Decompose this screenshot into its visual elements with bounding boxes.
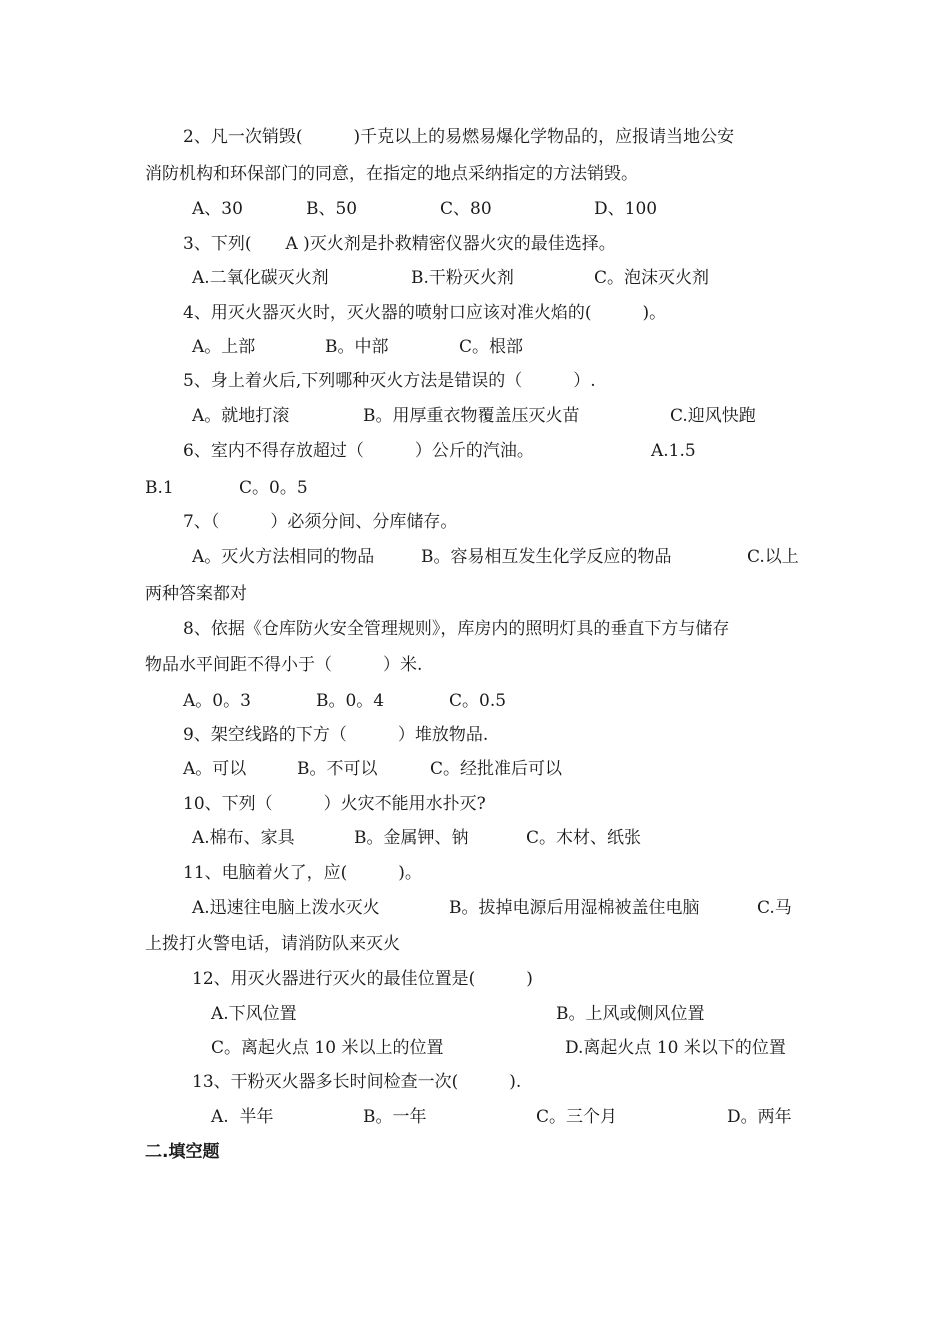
q11-option-c-continued: 上拨打火警电话，请消防队来灭火	[145, 934, 400, 954]
q7-option-c: C.以上	[747, 547, 799, 567]
q2-option-c: C、80	[440, 199, 492, 219]
question-3: 3、下列( A )灭火剂是扑救精密仪器火灾的最佳选择。	[183, 234, 616, 254]
q7-option-a: A。灭火方法相同的物品	[192, 547, 375, 567]
q9-option-b: B。不可以	[297, 759, 378, 779]
q4-option-a: A。上部	[192, 337, 256, 357]
question-9: 9、架空线路的下方（ ）堆放物品.	[183, 725, 489, 745]
q6-option-b: B.1	[145, 478, 174, 498]
q5-option-c: C.迎风快跑	[670, 406, 756, 426]
question-7: 7、（ ）必须分间、分库储存。	[183, 512, 458, 532]
q13-option-c: C。三个月	[536, 1107, 618, 1127]
q11-option-c: C.马	[757, 898, 792, 918]
q7-option-b: B。容易相互发生化学反应的物品	[421, 547, 672, 567]
question-8-line-2: 物品水平间距不得小于（ ）米.	[145, 655, 423, 675]
question-4: 4、用灭火器灭火时，灭火器的喷射口应该对准火焰的( )。	[183, 303, 667, 323]
question-2-line-2: 消防机构和环保部门的同意，在指定的地点采纳指定的方法销毁。	[145, 164, 638, 184]
q11-option-b: B。拔掉电源后用湿棉被盖住电脑	[449, 898, 700, 918]
q6-option-a: A.1.5	[651, 441, 696, 461]
q2-option-b: B、50	[306, 199, 358, 219]
q10-option-c: C。木材、纸张	[526, 828, 642, 848]
q8-option-c: C。0.5	[449, 691, 507, 711]
q5-option-b: B。用厚重衣物覆盖压灭火苗	[363, 406, 580, 426]
q3-option-c: C。泡沫灭火剂	[594, 268, 710, 288]
q8-option-b: B。0。4	[316, 691, 385, 711]
q8-option-a: A。0。3	[183, 691, 251, 711]
q9-option-c: C。经批准后可以	[430, 759, 563, 779]
q13-option-a: A. 半年	[211, 1107, 274, 1127]
q13-option-d: D。两年	[727, 1107, 792, 1127]
question-11: 11、电脑着火了，应( )。	[183, 863, 422, 883]
question-12: 12、用灭火器进行灭火的最佳位置是( )	[192, 969, 533, 989]
q13-option-b: B。一年	[363, 1107, 427, 1127]
q11-option-a: A.迅速往电脑上泼水灭火	[192, 898, 380, 918]
question-13: 13、干粉灭火器多长时间检查一次( ).	[192, 1072, 522, 1092]
q10-option-a: A.棉布、家具	[192, 828, 295, 848]
q2-option-d: D、100	[594, 199, 658, 219]
q9-option-a: A。可以	[183, 759, 247, 779]
question-8-line-1: 8、依据《仓库防火安全管理规则》，库房内的照明灯具的垂直下方与储存	[183, 619, 730, 639]
q3-option-a: A.二氧化碳灭火剂	[192, 268, 329, 288]
question-6: 6、室内不得存放超过（ ）公斤的汽油。	[183, 441, 534, 461]
question-5: 5、身上着火后,下列哪种灭火方法是错误的（ ）.	[183, 371, 596, 391]
q10-option-b: B。金属钾、钠	[354, 828, 469, 848]
q12-option-b: B。上风或侧风位置	[556, 1004, 705, 1024]
q7-option-c-continued: 两种答案都对	[145, 584, 247, 604]
section-heading-fill-in-blank: 二.填空题	[145, 1142, 220, 1162]
q3-option-b: B.干粉灭火剂	[411, 268, 514, 288]
q2-option-a: A、30	[192, 199, 243, 219]
q4-option-b: B。中部	[325, 337, 389, 357]
q5-option-a: A。就地打滚	[192, 406, 290, 426]
q12-option-d: D.离起火点 10 米以下的位置	[565, 1038, 786, 1058]
question-10: 10、下列（ ）火灾不能用水扑灭?	[183, 794, 486, 814]
q12-option-c: C。离起火点 10 米以上的位置	[211, 1038, 444, 1058]
q6-option-c: C。0。5	[239, 478, 308, 498]
q4-option-c: C。根部	[459, 337, 524, 357]
q12-option-a: A.下风位置	[211, 1004, 297, 1024]
question-2-line-1: 2、凡一次销毁( )千克以上的易燃易爆化学物品的，应报请当地公安	[183, 127, 735, 147]
